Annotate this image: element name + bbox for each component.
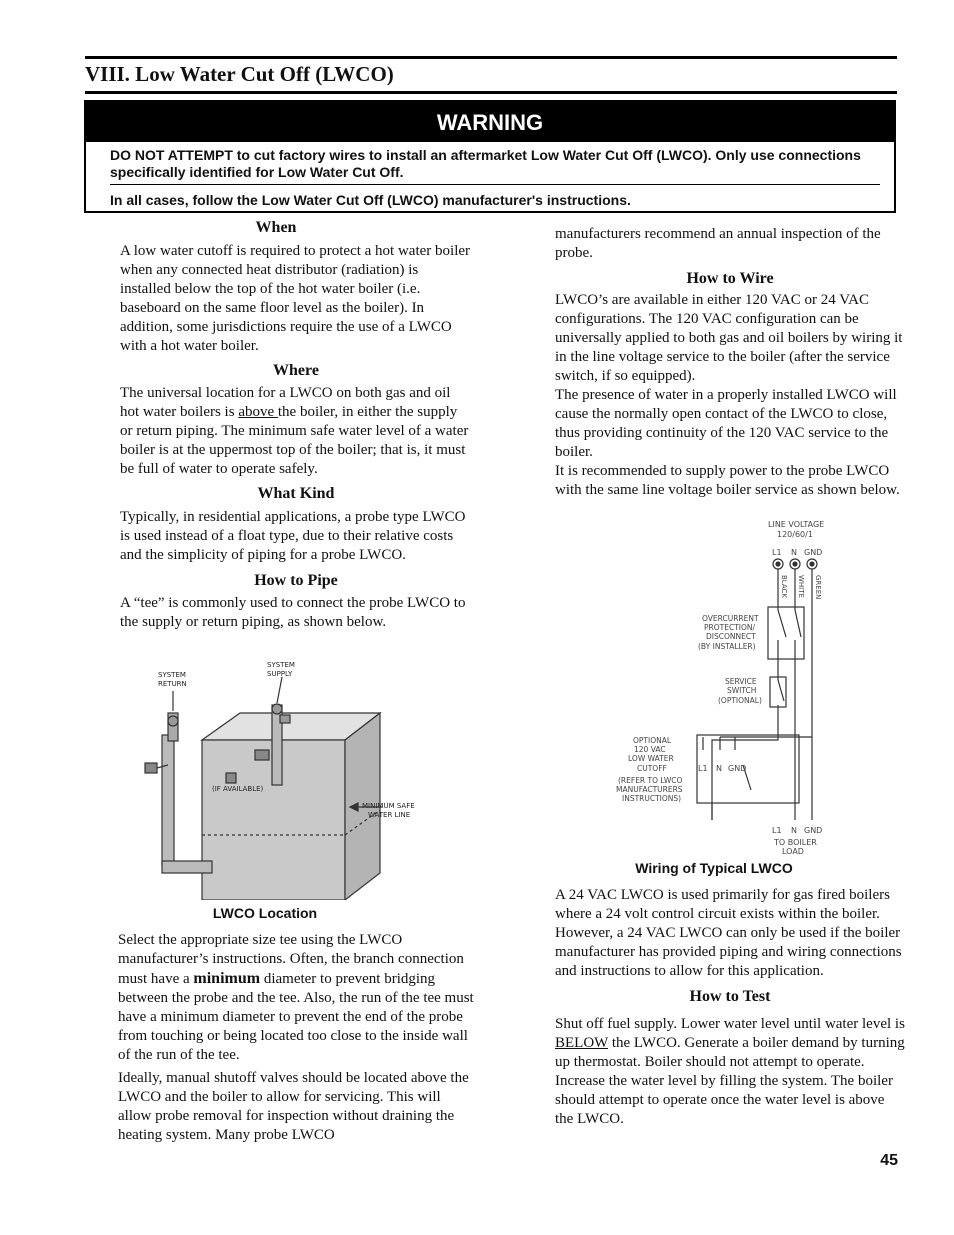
section-title: VIII. Low Water Cut Off (LWCO) [85, 62, 394, 86]
heading-how-to-pipe: How to Pipe [254, 572, 338, 589]
label-optional-7: INSTRUCTIONS) [622, 794, 682, 803]
heading-how-to-wire: How to Wire [686, 270, 774, 287]
para-24vac: A 24 VAC LWCO is used primarily for gas fired boilers where a 24 volt control circuit exists within the boiler. However, a 24 VAC LWCO can only be used if the boiler manufacturer has provided piping and wiring connections and instructions to allow for this application. [555, 887, 902, 979]
label-optional-5: (REFER TO LWCO [618, 776, 683, 785]
label-white: WHITE [797, 575, 805, 598]
label-overcurrent-4: (BY INSTALLER) [698, 642, 756, 651]
para-how-to-test: Shut off fuel supply. Lower water level until water level is BELOW the LWCO. Generate a boiler demand by turning up thermostat. Boiler should not attempt to operate. Increase the water level by filling the system. The boiler should attempt to operate once the water level is above the LWCO. [555, 1016, 905, 1127]
label-optional-6: MANUFACTURERS [616, 785, 683, 794]
lwco-location-figure [140, 655, 430, 900]
label-optional-3: LOW WATER [628, 754, 674, 763]
right-column-lower [555, 886, 905, 1129]
title-rule [85, 91, 897, 94]
label-service-switch-3: (OPTIONAL) [718, 696, 762, 705]
label-gnd-bottom: GND [804, 826, 823, 835]
wiring-diagram [610, 515, 850, 855]
label-green: GREEN [814, 575, 822, 600]
para-annual-inspection: manufacturers recommend an annual inspection of the probe. [555, 226, 881, 261]
label-gnd-lwco: GND [728, 764, 747, 773]
label-l1-lwco: L1 [698, 764, 708, 773]
label-n-top: N [791, 548, 797, 557]
right-column [555, 225, 905, 500]
label-overcurrent-1: OVERCURRENT [702, 614, 759, 623]
warning-text-2: In all cases, follow the Low Water Cut Off (LWCO) manufacturer's instructions. [110, 192, 631, 208]
heading-when: When [255, 219, 297, 236]
label-service-switch-1: SERVICE [725, 677, 757, 686]
label-optional-2: 120 VAC [634, 745, 666, 754]
figure-caption-lwco-location: LWCO Location [212, 905, 318, 921]
label-line-voltage: LINE VOLTAGE [768, 520, 825, 529]
warning-text-1: DO NOT ATTEMPT to cut factory wires to install an aftermarket Low Water Cut Off (LWCO). Only use connections specifically identified for Low Water Cut Off. [110, 142, 880, 185]
label-service-switch-2: SWITCH [727, 686, 757, 695]
warning-heading: WARNING [86, 102, 894, 142]
para-select-tee: Select the appropriate size tee using the LWCO manufacturer’s instructions. Often, the branch connection must have a minimum diameter to prevent bridging between the probe and the tee. Also, the run of the tee must have a minimum diameter to prevent the end of the probe from touching or being located too close to the inside wall of the run of the tee. [118, 932, 474, 1063]
label-n-bottom: N [791, 826, 797, 835]
label-l1-top: L1 [772, 548, 782, 557]
label-overcurrent-2: PROTECTION/ [704, 623, 756, 632]
para-when: A low water cutoff is required to protect a hot water boiler when any connected heat distributor (radiation) is installed below the top of the hot water boiler (i.e. baseboard on the same floor level as the boiler). In addition, some jurisdictions require the use of a LWCO with a hot water boiler. [120, 243, 471, 354]
label-n-lwco: N [716, 764, 722, 773]
para-wire-3: It is recommended to supply power to the probe LWCO with the same line voltage boiler service as shown below. [555, 463, 900, 498]
para-how-to-pipe: A “tee” is commonly used to connect the probe LWCO to the supply or return piping, as shown below. [120, 595, 466, 630]
label-to-boiler: TO BOILER [774, 838, 817, 847]
para-wire-1: LWCO’s are available in either 120 VAC or 24 VAC configurations. The 120 VAC configuration can be universally applied to both gas and oil boilers by wiring it in the line voltage service to the boiler (after the service switch, if so equipped). [555, 292, 903, 384]
top-rule [85, 56, 897, 59]
label-system-return-2: RETURN [158, 680, 187, 688]
label-voltage: 120/60/1 [777, 530, 813, 539]
para-what-kind: Typically, in residential applications, a probe type LWCO is used instead of a float type, due to their relative costs and the simplicity of piping for a probe LWCO. [120, 509, 466, 563]
label-system-supply-1: SYSTEM [267, 661, 295, 669]
figure-caption-wiring: Wiring of Typical LWCO [635, 860, 793, 876]
label-min-safe-1: MINIMUM SAFE [362, 802, 415, 810]
left-column-lower [118, 931, 474, 1145]
heading-how-to-test: How to Test [689, 988, 771, 1005]
label-overcurrent-3: DISCONNECT [706, 632, 756, 641]
label-gnd-top: GND [804, 548, 823, 557]
para-where: The universal location for a LWCO on both gas and oil hot water boilers is above the boiler, in either the supply or return piping. The minimum safe water level of a water boiler is at the uppermost top of the boiler; that is, it must be full of water to operate safely. [120, 385, 469, 477]
label-if-available: (IF AVAILABLE) [212, 785, 264, 793]
label-system-return-1: SYSTEM [158, 671, 186, 679]
label-min-safe-2: WATER LINE [368, 811, 411, 819]
heading-what-kind: What Kind [257, 485, 335, 502]
label-system-supply-2: SUPPLY [267, 670, 293, 678]
label-black: BLACK [780, 575, 788, 599]
label-l1-bottom: L1 [772, 826, 782, 835]
page-number: 45 [880, 1152, 898, 1169]
warning-box [84, 100, 896, 213]
label-optional-4: CUTOFF [637, 764, 667, 773]
label-load: LOAD [782, 847, 804, 855]
heading-where: Where [273, 362, 319, 379]
label-optional-1: OPTIONAL [633, 736, 672, 745]
left-column [120, 218, 472, 632]
para-wire-2: The presence of water in a properly installed LWCO will cause the normally open contact of the LWCO to close, thus providing continuity of the 120 VAC service to the boiler. [555, 387, 897, 460]
para-shutoff-valves: Ideally, manual shutoff valves should be located above the LWCO and the boiler to allow for servicing. This will allow probe removal for inspection without draining the heating system. Many probe LWCO [118, 1070, 469, 1143]
